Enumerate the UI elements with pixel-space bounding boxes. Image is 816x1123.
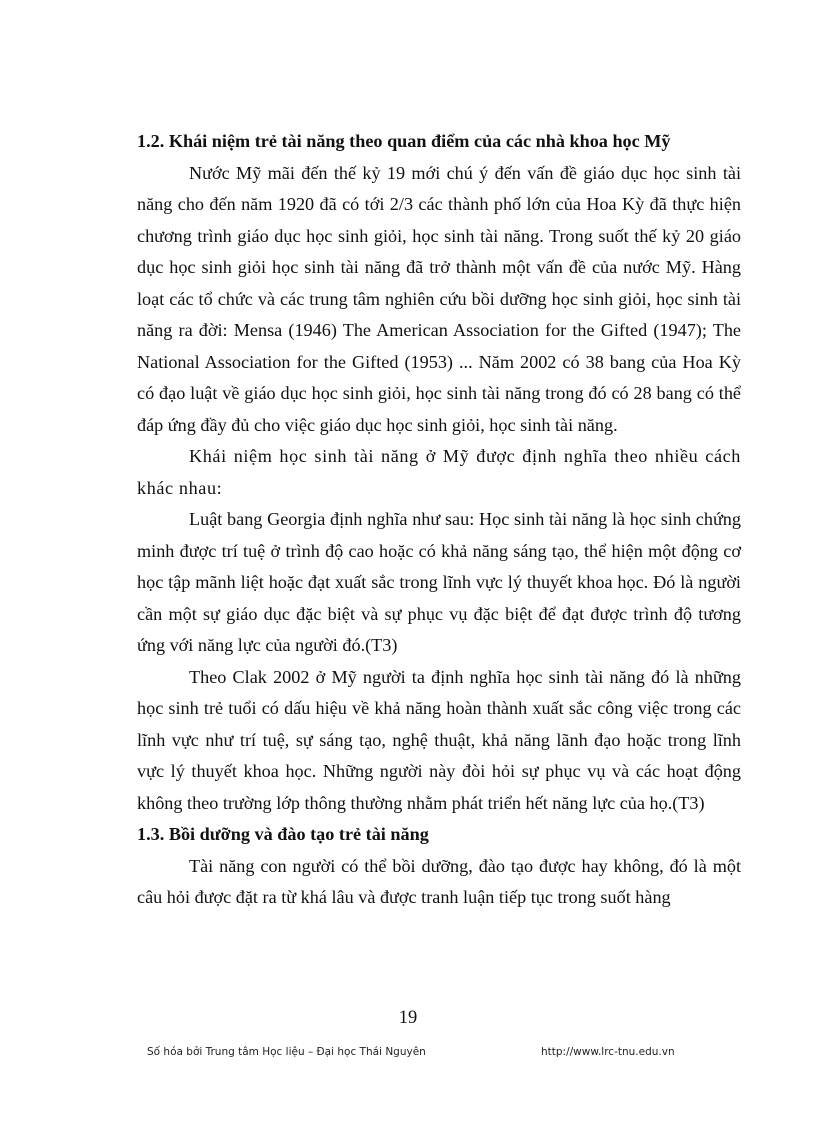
paragraph-american-history: Nước Mỹ mãi đến thế kỷ 19 mới chú ý đến vấn đề giáo dục học sinh tài năng cho đến năm 1920 đã có tới 2/3 các thành phố lớn của Hoa Kỳ đã thực hiện chương trình giáo dục học sinh giỏi, học sinh tài năng. Trong suốt thế kỷ 20 giáo dục học sinh giỏi học sinh tài năng đã trở thành một vấn đề của nước Mỹ. Hàng loạt các tổ chức và các trung tâm nghiên cứu bồi dưỡng học sinh giỏi, học sinh tài năng ra đời: Mensa (1946) The American Association for the Gifted (1947); The National Association for the Gifted (1953) ... Năm 2002 có 38 bang của Hoa Kỳ có đạo luật về giáo dục học sinh giỏi, học sinh tài năng trong đó có 28 bang có thể đáp ứng đầy đủ cho việc giáo dục học sinh giỏi, học sinh tài năng. xyxy=(137,162,741,435)
footer-credit: Số hóa bởi Trung tâm Học liệu – Đại học Thái Nguyên xyxy=(147,1046,426,1058)
section-heading-1-2: 1.2. Khái niệm trẻ tài năng theo quan điểm của các nhà khoa học Mỹ xyxy=(137,131,671,151)
page-content xyxy=(137,126,741,914)
paragraph-training-question: Tài năng con người có thể bồi dưỡng, đào tạo được hay không, đó là một câu hỏi được đặt ra từ khá lâu và được tranh luận tiếp tục trong suốt hàng xyxy=(137,855,741,907)
page-number: 19 xyxy=(398,1008,418,1028)
section-heading-1-3: 1.3. Bồi dưỡng và đào tạo trẻ tài năng xyxy=(137,824,429,844)
paragraph-definition-intro: Khái niệm học sinh tài năng ở Mỹ được định nghĩa theo nhiều cách khác nhau: xyxy=(137,446,741,498)
paragraph-georgia-law: Luật bang Georgia định nghĩa như sau: Học sinh tài năng là học sinh chứng minh được trí tuệ ở trình độ cao hoặc có khả năng sáng tạo, thể hiện một động cơ học tập mãnh liệt hoặc đạt xuất sắc trong lĩnh vực lý thuyết khoa học. Đó là người cần một sự giáo dục đặc biệt và sự phục vụ đặc biệt để đạt được trình độ tương ứng với năng lực của người đó.(T3) xyxy=(137,509,741,655)
footer-url: http://www.lrc-tnu.edu.vn xyxy=(541,1046,675,1058)
paragraph-clak-definition: Theo Clak 2002 ở Mỹ người ta định nghĩa học sinh tài năng đó là những học sinh trẻ tuổi có dấu hiệu về khả năng hoàn thành xuất sắc công việc trong các lĩnh vực như trí tuệ, sự sáng tạo, nghệ thuật, khả năng lãnh đạo hoặc trong lĩnh vực lý thuyết khoa học. Những người này đòi hỏi sự phục vụ và các hoạt động không theo trường lớp thông thường nhằm phát triển hết năng lực của họ.(T3) xyxy=(137,666,741,813)
